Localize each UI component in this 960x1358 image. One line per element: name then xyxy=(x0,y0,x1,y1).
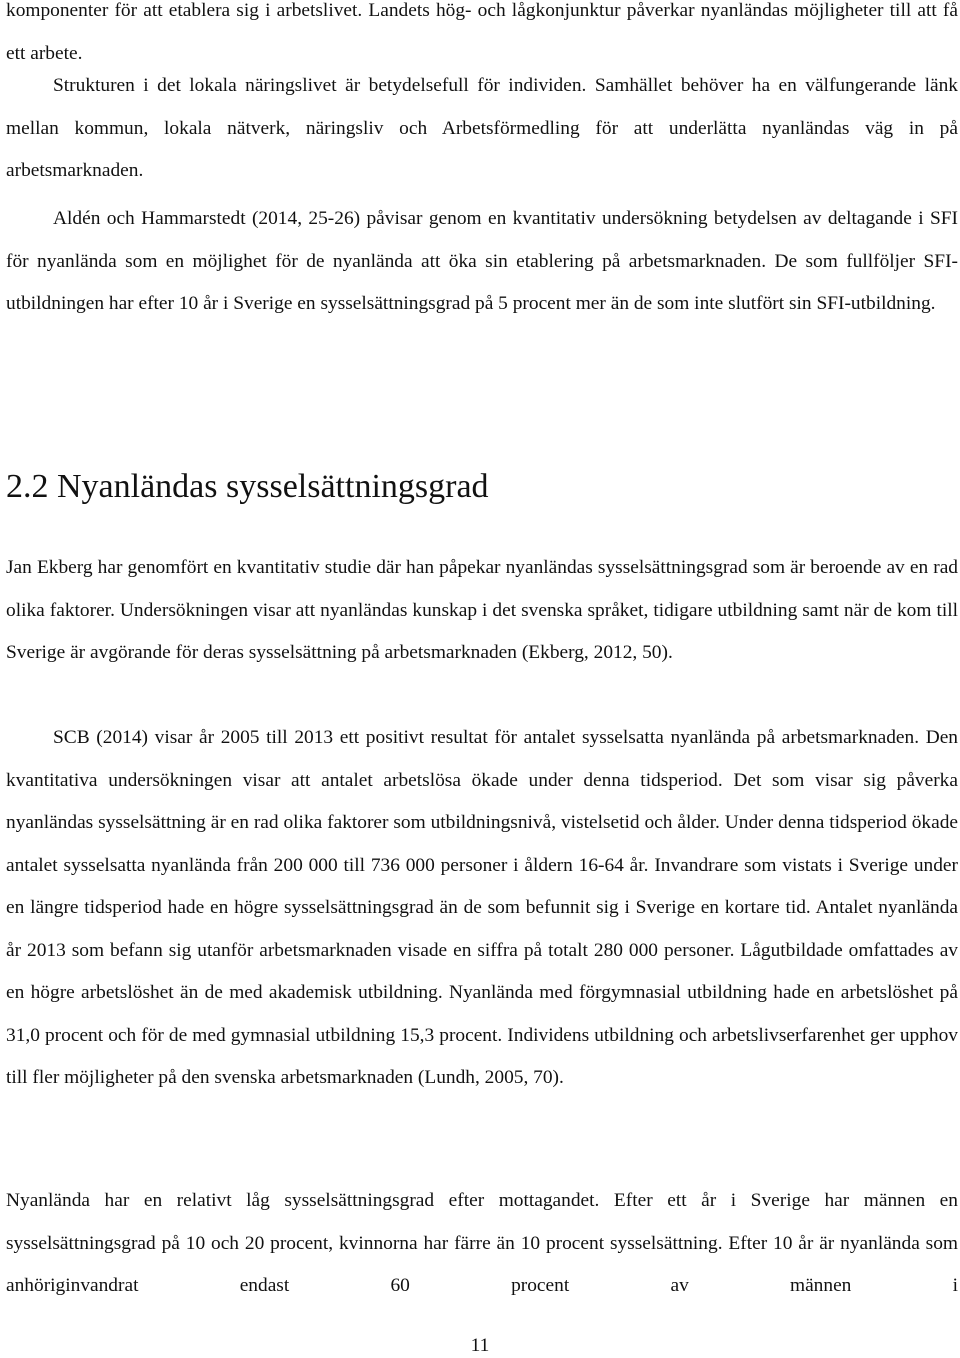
paragraph-employment-rate: Nyanlända har en relativt låg sysselsättningsgrad efter mottagandet. Efter ett år i Sverige har männen en sysselsättningsgrad på 10 och 20 procent, kvinnorna har färre än 10 procent sysselsättning. Efter 10 år är nyanlända som anhöriginvandrat endast 60 procent av männen i xyxy=(6,1190,958,1296)
paragraph-scb-results: SCB (2014) visar år 2005 till 2013 ett positivt resultat för antalet sysselsatta nyanlända på arbetsmarknaden. Den kvantitativa undersökningen visar att antalet arbetslösa ökade under denna tidsperiod. Det som visar sig påverka nyanländas sysselsättning är en rad olika faktorer som utbildningsnivå, vistelsetid och ålder. Under denna tidsperiod ökade antalet sysselsatta nyanlända från 200 000 till 736 000 personer i åldern 16-64 år. Invandrare som vistats i Sverige under en längre tidsperiod hade en högre sysselsättningsgrad än de som befunnit sig i Sverige en kortare tid. Antalet nyanlända år 2013 som befann sig utanför arbetsmarknaden visade en siffra på totalt 280 000 personer. Lågutbildade omfattades av en högre arbetslöshet än de med akademisk utbildning. Nyanlända med förgymnasial utbildning hade en arbetslöshet på 31,0 procent och för de med gymnasial utbildning 15,3 procent. Individens utbildning och arbetslivserfarenhet ger upphov till fler möjligheter på den svenska arbetsmarknaden (Lundh, 2005, 70). xyxy=(6,727,958,1088)
page-number: 11 xyxy=(470,1335,490,1356)
paragraph-ekberg-study: Jan Ekberg har genomfört en kvantitativ studie där han påpekar nyanländas sysselsättningsgrad som är beroende av en rad olika faktorer. Undersökningen visar att nyanländas kunskap i det svenska språket, tidigare utbildning samt när de kom till Sverige är avgörande för deras sysselsättning på arbetsmarknaden (Ekberg, 2012, 50). xyxy=(6,557,958,663)
section-heading: 2.2 Nyanländas sysselsättningsgrad xyxy=(6,468,489,505)
paragraph-local-industry: Strukturen i det lokala näringslivet är betydelsefull för individen. Samhället behöver ha en välfungerande länk mellan kommun, lokala nätverk, näringsliv och Arbetsförmedling för att underlätta nyanländas väg in på arbetsmarknaden. xyxy=(6,75,958,181)
paragraph-sfi-study: Aldén och Hammarstedt (2014, 25-26) påvisar genom en kvantitativ undersökning betydelsen av deltagande i SFI för nyanlända som en möjlighet för de nyanlända att öka sin etablering på arbetsmarknaden. De som fullföljer SFI-utbildningen har efter 10 år i Sverige en sysselsättningsgrad på 5 procent mer än de som inte slutfört sin SFI-utbildning. xyxy=(6,208,958,314)
paragraph-continuation: komponenter för att etablera sig i arbetslivet. Landets hög- och lågkonjunktur påverkar nyanländas möjligheter till att få ett arbete. xyxy=(6,0,958,64)
